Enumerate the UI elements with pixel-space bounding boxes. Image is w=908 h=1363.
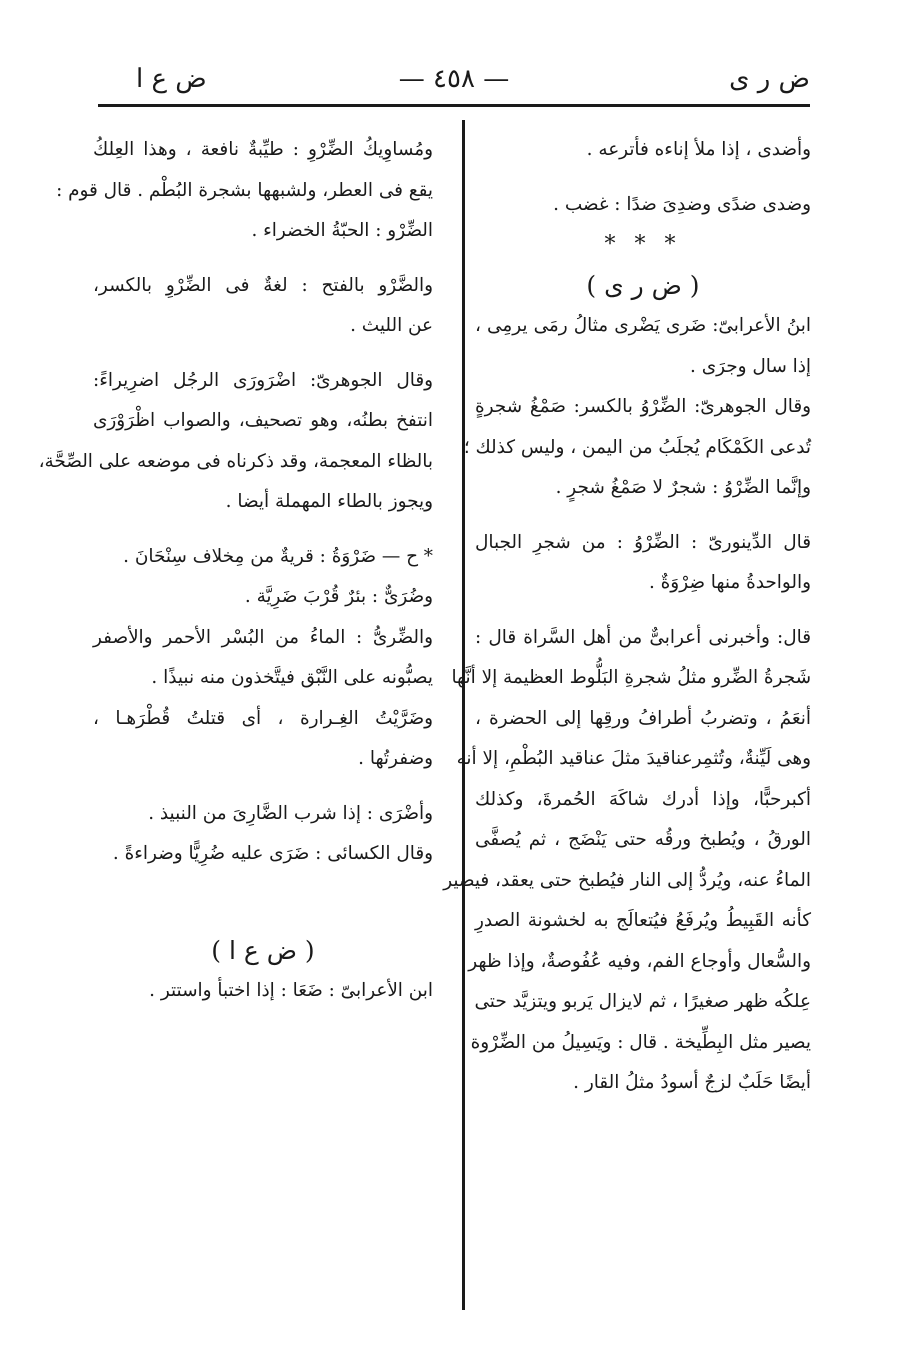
left-column xyxy=(38,130,433,1012)
text-line: الماءُ عنه، ويُردُّ إلى النار فيُطبخ حتى يعقد، فيصير xyxy=(443,869,811,891)
text-line: عن الليث . xyxy=(350,315,433,336)
text-line: وإنَّما الضِّرْوُ : شجرٌ لا صَمْغُ شجرٍ . xyxy=(555,477,811,498)
entry-heading: ( ض ر ى ) xyxy=(586,270,700,300)
text-line: قال: وأخبرنى أعرابىٌّ من أهل السَّراة قال : xyxy=(475,626,811,648)
text-line: وضفرتُها . xyxy=(358,748,433,769)
text-line: ابن الأعرابىّ : ضَعَا : إذا اختبأ واستتر . xyxy=(149,980,433,1001)
text-line: وأضدى ، إذا ملأ إناءه فأترعه . xyxy=(586,139,811,160)
text-line: شَجرةُ الضِّرو مثلُ شجرةِ البَلُّوط العظيمة إلا أنَّها xyxy=(451,667,811,688)
text-line: إذا سال وجرَى . xyxy=(690,355,811,377)
text-line: وأضْرَى : إذا شرب الضَّارِىَ من النبيذ . xyxy=(148,802,433,824)
text-line: بالظاء المعجمة، وقد ذكرناه فى موضعه على الصِّحَّة، xyxy=(38,450,433,472)
text-line: ويجوز بالطاء المهملة أيضا . xyxy=(225,491,433,512)
right-column xyxy=(443,130,811,1104)
text-line: تُدعى الكَمْكَام يُجلَبُ من اليمن ، وليس كذلك ؛ xyxy=(463,436,811,458)
header-root-left: ض ع ا xyxy=(136,64,207,94)
text-line: انتفخ بطنُه، وهو تصحيف، والصواب اظْرَوْرَى xyxy=(93,410,433,431)
page-number: — ٤٥٨ — xyxy=(398,64,510,94)
text-line: وضَرَّيْتُ الغِـرارة ، أى قتلتُ قُطْرَهـا ، xyxy=(93,707,433,729)
text-line: وضُرَىٌّ : بئرٌ قُرْبَ ضَرِيَّة . xyxy=(244,586,433,607)
text-line: عِلكُه ظهر صغيرًا ، ثم لايزال يَربو ويتزيَّد حتى xyxy=(474,991,811,1012)
text-line: والسُّعال وأوجاع الفم، وفيه عُفُوصةٌ، وإذا ظهر xyxy=(468,950,811,972)
text-line: كأنه القَبِيطُ ويُرفَعُ فيُتعالَج به لخشونة الصدرِ xyxy=(475,910,811,931)
header-root-right: ض ر ى xyxy=(729,64,810,94)
text-line: وقال الجوهرىّ: الضِّرْوُ بالكسر: صَمْغُ شجرةٍ xyxy=(475,396,811,417)
column-divider xyxy=(462,120,465,1310)
text-line: وضدى ضدًى وضدِىَ ضدًا : غضب . xyxy=(553,193,811,215)
text-line: ومُساوِيكُ الضِّرْوِ : طيِّبةٌ نافعة ، وهذا العِلكُ xyxy=(93,139,433,160)
running-header xyxy=(0,58,908,102)
text-line: والواحدةُ منها ضِرْوَةٌ . xyxy=(648,572,811,593)
entry-heading: ( ض ع ا ) xyxy=(211,935,315,965)
text-line: وهى لَيِّنةٌ، وتُثمِرعناقيدَ مثلَ عناقيد البُطْمِ، إلا أنه xyxy=(456,748,811,769)
text-line: أيضًا حَلَبٌ لزجٌ أسودُ مثلُ القار . xyxy=(573,1072,811,1093)
text-line: * ح — ضَرْوَةُ : قريةٌ من مِخلاف سِنْحَانَ . xyxy=(123,545,433,567)
text-line: والضِّرىُّ : الماءُ من البُسْر الأحمر والأصفر xyxy=(93,626,433,648)
text-line: يقع فى العطر، ولشبهها بشجرة البُطْم . قال قوم : xyxy=(56,179,433,201)
text-line: أكبرحبًّا، وإذا أدرك شاكَهَ الحُمرةَ، وكذلك xyxy=(475,788,811,810)
text-line: يصبُّونه على النَّبْق فيتَّخذون منه نبيذًا . xyxy=(151,667,433,688)
text-line: وقال الجوهرىّ: اضْرَورَى الرجُل اضرِيراءً: xyxy=(93,369,433,391)
text-line: الورقُ ، ويُطبخ ورقُه حتى يَنْضَج ، ثم يُصفَّى xyxy=(475,829,811,850)
text-line: أنعَمُ ، وتضربُ أطرافُ ورقِها إلى الحضرة ، xyxy=(475,707,811,729)
text-line: يصير مثل البِطِّيخة . قال : ويَسِيلُ من الضِّرْوة xyxy=(470,1031,811,1053)
text-line: والضَّرْو بالفتح : لغةٌ فى الضِّرْوِ بالكسر، xyxy=(93,274,433,296)
text-line: الضِّرْو : الحبّةُ الخضراء . xyxy=(251,220,433,241)
text-line: ابنُ الأعرابىّ: ضَرى يَضْرى مثالُ رمَى يرمِى ، xyxy=(475,315,811,336)
header-rule xyxy=(98,104,810,107)
section-separator: * * * xyxy=(604,232,682,257)
text-line: وقال الكسائى : ضَرَى عليه ضُرِيًّا وضراءةً . xyxy=(112,843,433,864)
text-line: قال الدِّينورىّ : الضِّرْوُ : من شجرِ الجبال xyxy=(475,531,811,553)
